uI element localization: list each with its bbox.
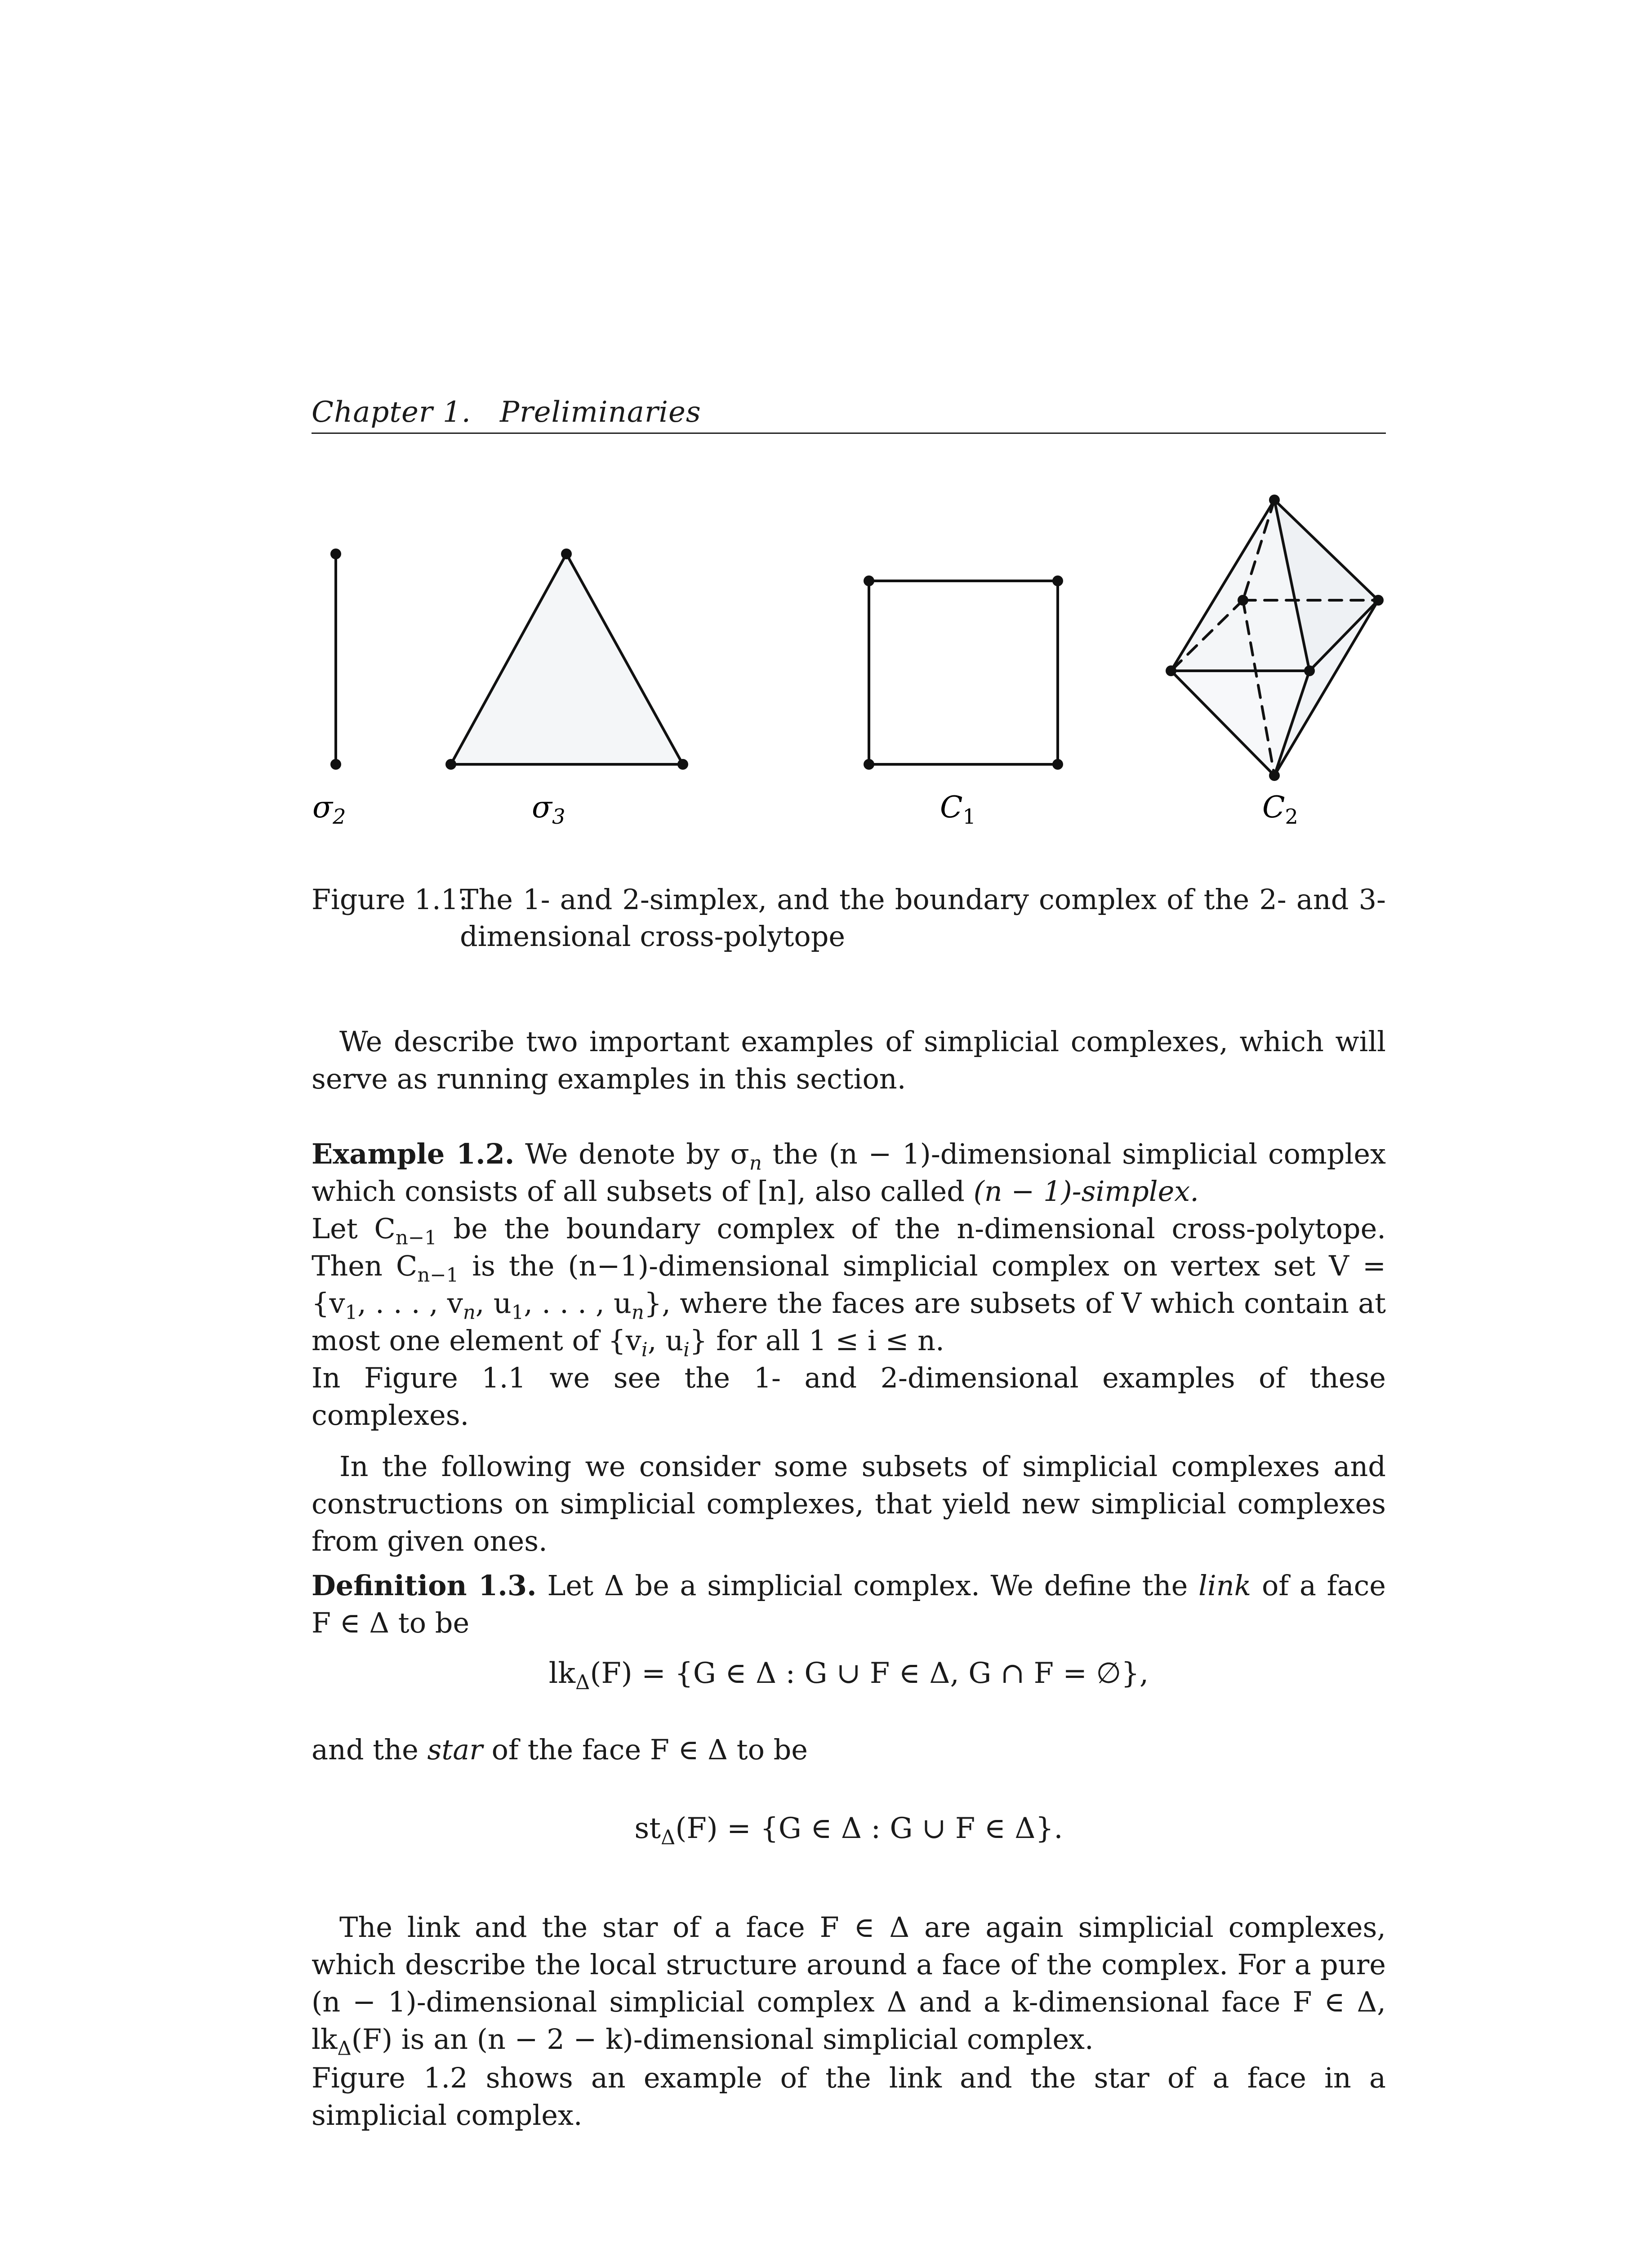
svg-text:C1: $C_1$ [940, 790, 976, 829]
definition-label: Definition 1.3. [312, 1569, 537, 1602]
paragraph-constructions: In the following we consider some subsets of simplicial complexes and constructions on simplicial complexes, that yield new simplicial complexes from given ones. [312, 1450, 1386, 1557]
example-label: Example 1.2. [312, 1137, 515, 1170]
cross-polytope-2d-drawing [869, 581, 1058, 764]
label-c-2: C [1262, 790, 1285, 825]
figure-1-1 [312, 486, 1386, 836]
header-rule [312, 433, 1386, 434]
running-header [312, 396, 1386, 436]
paragraph-intro: We describe two important examples of simplicial complexes, which will serve as running examples in this section. [312, 1025, 1386, 1095]
caption-text: The 1- and 2-simplex, and the boundary complex of the 2- and 3-dimensional cross-polytope [460, 883, 1386, 953]
example-1-2: Example 1.2. We denote by $\sigma_n$ the (n − 1)-dimensional simplicial complex which consists of all subsets of [n], also called (n − 1)-simplex. Let $C_{n-1}$ be the boundary complex of the n-dimensional cross-polytope. Then $C_{n-1}$ is the (n−1)-dimensional simplicial complex on vertex set $V = \{v_1$, . . . , $v_n$, $u_1$, . . . , $u_n$}, where the faces are subsets of V which contain at most one element of {$v_i$, $u_i$} for all 1 ≤ i ≤ n. In Figure 1.1 we see the 1- and 2-dimensional examples of these complexes. [312, 1137, 1386, 1432]
running-title: Chapter 1. Preliminaries [312, 396, 701, 429]
label-c-1: C [940, 790, 963, 825]
paragraph-figure-ref: Figure 1.2 shows an example of the link and the star of a face in a simplicial complex. [312, 2061, 1386, 2132]
label-sigma-2: σ [312, 790, 333, 825]
equation-link: $lk_\Delta(F) = \{G$ ∈ Δ : G ∪ F ∈ Δ, G ∩ F = ∅}, [548, 1657, 1149, 1694]
paragraph-link-star: The link and the star of a face F ∈ Δ are again simplicial complexes, which describe the local structure around a face of the complex. For a pure (n − 1)-dimensional simplicial complex Δ and a k-dimensional face F ∈ Δ, $lk_\Delta(F)$ is an (n − 2 − k)-dimensional simplicial complex. [312, 1911, 1386, 2060]
definition-star-intro: and the star of the face F ∈ Δ to be [312, 1733, 808, 1766]
caption-label: Figure 1.1: [312, 883, 468, 916]
equation-star: $st_\Delta(F) = \{G$ ∈ Δ : G ∪ F ∈ Δ}. [634, 1812, 1063, 1849]
simplex-2-drawing [451, 554, 683, 764]
definition-1-3: Definition 1.3. Let Δ be a simplicial complex. We define the link of a face F ∈ Δ to be [312, 1569, 1386, 1639]
label-sigma-3: σ [532, 790, 552, 825]
cross-polytope-3d-drawing [1171, 500, 1378, 776]
svg-text:σ3: $\sigma_3$ [532, 790, 566, 829]
svg-text:σ2: $\sigma_2$ [312, 790, 346, 829]
figure-drawing [312, 486, 1386, 836]
svg-text:C2: $C_2$ [1262, 790, 1298, 829]
